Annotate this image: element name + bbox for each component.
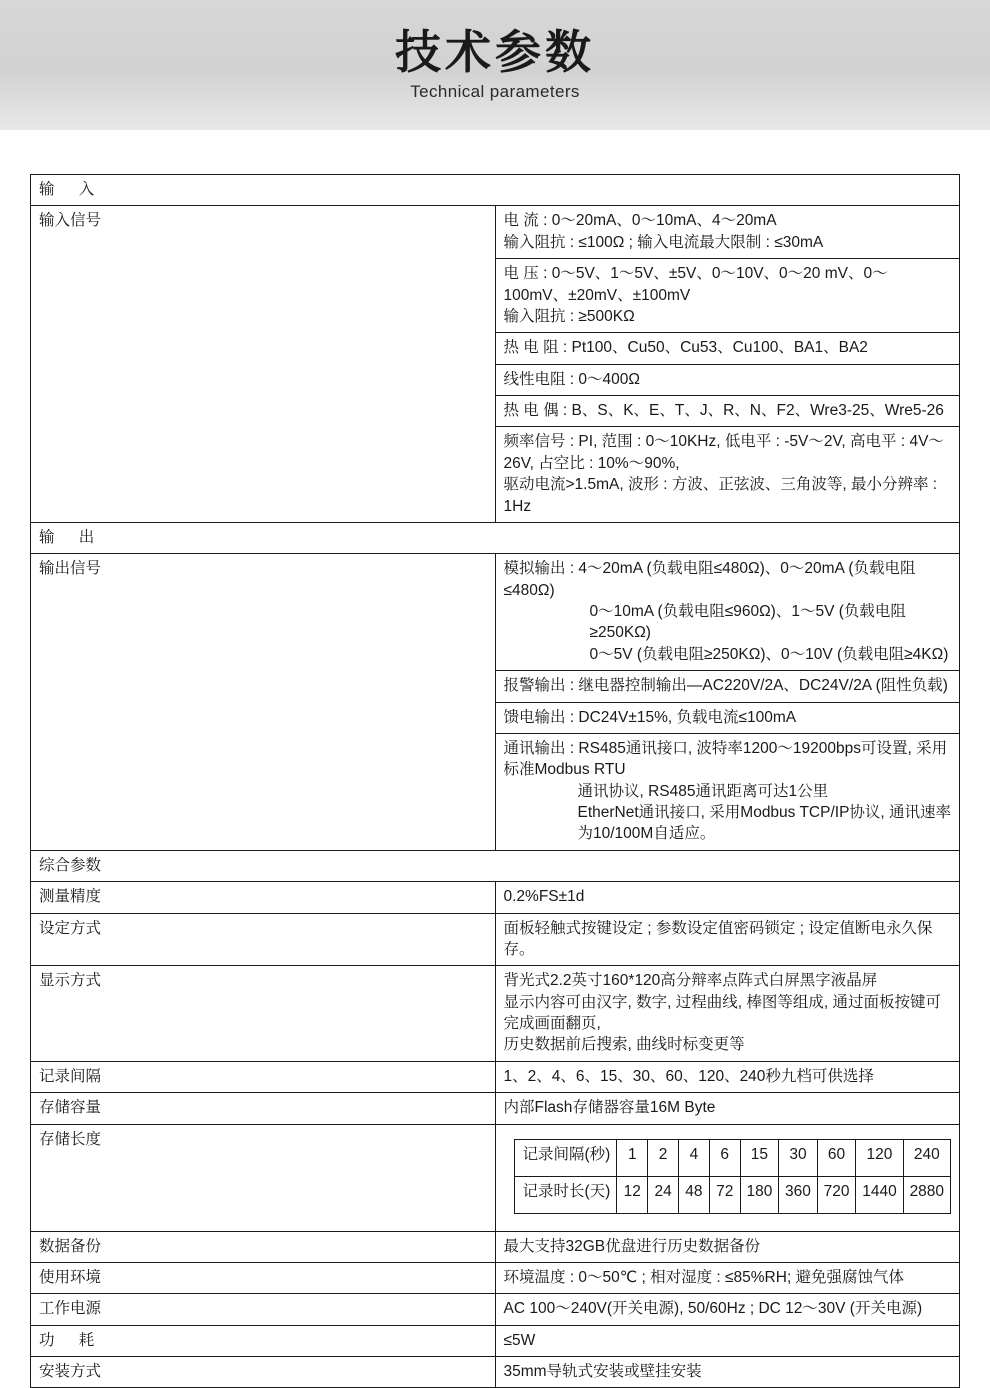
storage-duration-header: 记录时长(天) bbox=[514, 1176, 617, 1213]
row-label-data-backup: 数据备份 bbox=[31, 1231, 496, 1262]
table-row bbox=[31, 175, 960, 206]
storage-duration-cell: 12 bbox=[617, 1176, 648, 1213]
storage-duration-cell: 180 bbox=[740, 1176, 779, 1213]
table-row bbox=[31, 1093, 960, 1124]
storage-interval-header: 记录间隔(秒) bbox=[514, 1139, 617, 1176]
row-value-power-consumption bbox=[495, 1325, 960, 1356]
table-row bbox=[31, 1124, 960, 1231]
value-line: 面板轻触式按键设定 ; 参数设定值密码锁定 ; 设定值断电永久保存。 bbox=[503, 919, 933, 958]
row-label-environment: 使用环境 bbox=[31, 1262, 496, 1293]
value-line: EtherNet通讯接口, 采用Modbus TCP/IP协议, 通讯速率为10/100M自适应。 bbox=[577, 804, 952, 843]
storage-interval-cell: 30 bbox=[779, 1139, 818, 1176]
row-value-data-backup bbox=[495, 1231, 960, 1262]
row-value-power-supply bbox=[495, 1294, 960, 1325]
row-label-accuracy: 测量精度 bbox=[31, 882, 496, 913]
row-value-accuracy bbox=[495, 882, 960, 913]
input-row-current bbox=[495, 206, 960, 259]
storage-duration-cell: 72 bbox=[709, 1176, 740, 1213]
value-line: 35mm导轨式安装或壁挂安装 bbox=[503, 1363, 702, 1380]
storage-interval-cell: 4 bbox=[679, 1139, 710, 1176]
row-value-mounting bbox=[495, 1357, 960, 1388]
row-value-storage-capacity bbox=[495, 1093, 960, 1124]
table-row bbox=[514, 1176, 951, 1213]
storage-interval-cell: 1 bbox=[617, 1139, 648, 1176]
storage-duration-cell: 1440 bbox=[856, 1176, 903, 1213]
input-row-voltage bbox=[495, 259, 960, 333]
table-row bbox=[514, 1139, 951, 1176]
value-line: 0～5V (负载电阻≥250KΩ)、0～10V (负载电阻≥4KΩ) bbox=[589, 645, 949, 663]
table-row bbox=[31, 427, 960, 523]
section-header-input: 输 入 bbox=[31, 175, 960, 206]
table-row bbox=[31, 554, 960, 671]
row-label-spacer bbox=[31, 259, 496, 333]
table-row bbox=[31, 333, 960, 364]
value-line: 0～10mA (负载电阻≤960Ω)、1～5V (负载电阻≥250KΩ) bbox=[589, 603, 906, 642]
row-value-display-mode bbox=[495, 966, 960, 1062]
value-line: 1、2、4、6、15、30、60、120、240秒九档可供选择 bbox=[503, 1067, 874, 1085]
row-label-spacer bbox=[31, 364, 496, 395]
table-row bbox=[31, 1231, 960, 1262]
value-line: 通讯输出 : RS485通讯接口, 波特率1200～19200bps可设置, 采用标准Modbus RTU bbox=[503, 739, 948, 779]
value-line: 环境温度 : 0～50℃ ; 相对湿度 : ≤85%RH; 避免强腐蚀气体 bbox=[503, 1268, 905, 1286]
value-line: 0.2%FS±1d bbox=[503, 888, 585, 906]
input-row-linear-resistance bbox=[495, 364, 960, 395]
value-line: ≤5W bbox=[503, 1331, 536, 1349]
row-value-storage-length bbox=[495, 1124, 960, 1231]
table-row bbox=[31, 966, 960, 1062]
output-row-analog bbox=[495, 554, 960, 671]
storage-interval-cell: 60 bbox=[817, 1139, 856, 1176]
table-row bbox=[31, 1325, 960, 1356]
value-line: 输入阻抗 : ≥500KΩ bbox=[503, 307, 635, 325]
storage-interval-cell: 240 bbox=[903, 1139, 950, 1176]
row-label-power-supply: 工作电源 bbox=[31, 1294, 496, 1325]
value-line: 热 电 阻 : Pt100、Cu50、Cu53、Cu100、BA1、BA2 bbox=[503, 339, 868, 357]
page-subtitle: Technical parameters bbox=[410, 82, 580, 102]
table-row bbox=[31, 1061, 960, 1092]
value-line: 频率信号 : PI, 范围 : 0～10KHz, 低电平 : -5V～2V, 高电平 : 4V～26V, 占空比 : 10%～90%, bbox=[503, 433, 944, 472]
output-row-feed bbox=[495, 702, 960, 733]
value-line: 输入阻抗 : ≤100Ω ; 输入电流最大限制 : ≤30mA bbox=[503, 233, 824, 251]
spec-table-container bbox=[0, 130, 990, 1388]
output-row-communication bbox=[495, 733, 960, 850]
storage-duration-cell: 48 bbox=[679, 1176, 710, 1213]
row-label-power-consumption: 功 耗 bbox=[31, 1325, 496, 1356]
table-row bbox=[31, 364, 960, 395]
row-label-spacer bbox=[31, 733, 496, 850]
value-line: 内部Flash存储器容量16M Byte bbox=[503, 1099, 716, 1117]
table-row bbox=[31, 882, 960, 913]
value-line: 模拟输出 : 4～20mA (负载电阻≤480Ω)、0～20mA (负载电阻≤480Ω) bbox=[503, 560, 916, 599]
value-line: 驱动电流>1.5mA, 波形 : 方波、正弦波、三角波等, 最小分辨率 : 1Hz bbox=[503, 476, 938, 515]
value-line: 馈电输出 : DC24V±15%, 负载电流≤100mA bbox=[503, 708, 797, 726]
storage-duration-cell: 720 bbox=[817, 1176, 856, 1213]
value-line: 背光式2.2英寸160*120高分辩率点阵式白屏黑字液晶屏 bbox=[503, 972, 878, 990]
table-row bbox=[31, 259, 960, 333]
table-row bbox=[31, 733, 960, 850]
storage-length-table-container bbox=[504, 1129, 952, 1226]
value-line: 报警输出 : 继电器控制输出—AC220V/2A、DC24V/2A (阻性负载) bbox=[503, 677, 948, 695]
table-row bbox=[31, 1294, 960, 1325]
value-line: 历史数据前后搜索, 曲线时标变更等 bbox=[503, 1036, 745, 1054]
section-header-general: 综合参数 bbox=[31, 850, 960, 881]
row-label-setting-mode: 设定方式 bbox=[31, 913, 496, 966]
input-row-frequency bbox=[495, 427, 960, 523]
row-label-spacer bbox=[31, 671, 496, 702]
value-line: 通讯协议, RS485通讯距离可达1公里 bbox=[577, 782, 829, 800]
value-line: 电 流 : 0～20mA、0～10mA、4～20mA bbox=[503, 212, 777, 230]
page-title: 技术参数 bbox=[395, 25, 595, 78]
storage-duration-cell: 2880 bbox=[903, 1176, 950, 1213]
storage-length-table bbox=[514, 1139, 952, 1214]
row-value-record-interval bbox=[495, 1061, 960, 1092]
table-row bbox=[31, 1357, 960, 1388]
storage-interval-cell: 120 bbox=[856, 1139, 903, 1176]
value-line: 线性电阻 : 0～400Ω bbox=[503, 370, 640, 388]
input-row-rtd bbox=[495, 333, 960, 364]
row-value-setting-mode bbox=[495, 913, 960, 966]
row-label-record-interval: 记录间隔 bbox=[31, 1061, 496, 1092]
input-row-thermocouple bbox=[495, 396, 960, 427]
table-row bbox=[31, 206, 960, 259]
value-line: 热 电 偶 : B、S、K、E、T、J、R、N、F2、Wre3-25、Wre5-26 bbox=[503, 402, 944, 419]
row-label-input-signal: 输入信号 bbox=[31, 206, 496, 259]
table-row bbox=[31, 396, 960, 427]
table-row bbox=[31, 850, 960, 881]
storage-duration-cell: 24 bbox=[648, 1176, 679, 1213]
table-row bbox=[31, 702, 960, 733]
table-row bbox=[31, 671, 960, 702]
storage-interval-cell: 15 bbox=[740, 1139, 779, 1176]
table-row bbox=[31, 522, 960, 553]
section-header-output: 输 出 bbox=[31, 522, 960, 553]
table-row bbox=[31, 1262, 960, 1293]
storage-duration-cell: 360 bbox=[779, 1176, 818, 1213]
value-line: AC 100～240V(开关电源), 50/60Hz ; DC 12～30V (开关电源) bbox=[503, 1300, 923, 1318]
row-label-spacer bbox=[31, 427, 496, 523]
row-label-mounting: 安装方式 bbox=[31, 1357, 496, 1388]
row-label-spacer bbox=[31, 333, 496, 364]
row-label-spacer bbox=[31, 702, 496, 733]
row-label-storage-length: 存储长度 bbox=[31, 1124, 496, 1231]
row-value-environment bbox=[495, 1262, 960, 1293]
page-banner bbox=[0, 0, 990, 130]
output-row-alarm bbox=[495, 671, 960, 702]
row-label-output-signal: 输出信号 bbox=[31, 554, 496, 671]
row-label-spacer bbox=[31, 396, 496, 427]
value-line: 最大支持32GB优盘进行历史数据备份 bbox=[503, 1237, 761, 1255]
row-label-storage-capacity: 存储容量 bbox=[31, 1093, 496, 1124]
table-row bbox=[31, 913, 960, 966]
specification-table bbox=[30, 174, 960, 1388]
value-line: 显示内容可由汉字, 数字, 过程曲线, 棒图等组成, 通过面板按键可完成画面翻页, bbox=[503, 993, 941, 1032]
row-label-display-mode: 显示方式 bbox=[31, 966, 496, 1062]
value-line: 电 压 : 0～5V、1～5V、±5V、0～10V、0～20 mV、0～100mV、±20mV、±100mV bbox=[503, 265, 888, 304]
storage-interval-cell: 2 bbox=[648, 1139, 679, 1176]
storage-interval-cell: 6 bbox=[709, 1139, 740, 1176]
